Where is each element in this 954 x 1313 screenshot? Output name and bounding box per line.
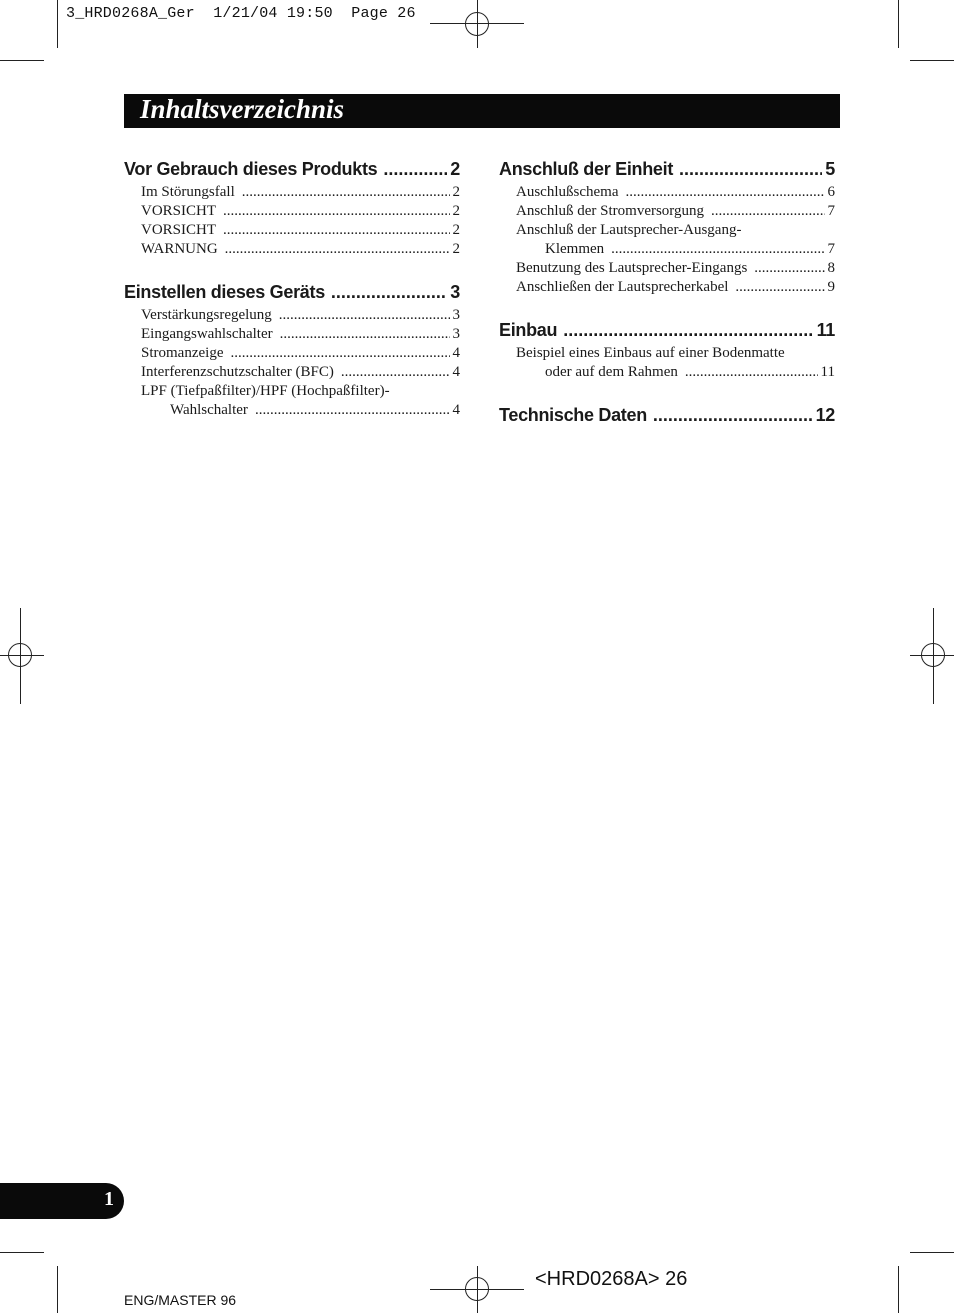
crop-mark [0,1252,44,1253]
toc-section [124,281,460,420]
page-number: 1 [104,1188,114,1210]
toc-section-heading[interactable]: Vor Gebrauch dieses Produkts ..... 2 [124,158,460,180]
toc-right-column [499,158,835,448]
crop-mark [910,60,954,61]
toc-entry[interactable]: Anschluß der Stromversorgung ..... 7 [499,202,835,221]
crop-mark [898,1266,899,1313]
toc-entry[interactable]: Verstärkungsregelung ..... 3 [124,306,460,325]
crop-mark [57,0,58,48]
crop-mark [898,0,899,48]
footer-master-label: ENG/MASTER 96 [124,1292,237,1308]
toc-section [124,158,460,259]
toc-section [499,319,835,382]
registration-circle-icon [465,1277,489,1301]
toc-entry-wrapped[interactable]: LPF (Tiefpaßfilter)/HPF (Hochpaßfilter)- Wahlschalter ..... 4 [124,382,460,420]
printer-slug: 3_HRD0268A_Ger 1/21/04 19:50 Page 26 [66,5,416,22]
crop-mark [0,60,44,61]
toc-entry-wrapped[interactable]: Beispiel eines Einbaus auf einer Bodenmatte oder auf dem Rahmen ..... 11 [499,344,835,382]
toc-section [499,158,835,297]
document-code: <HRD0268A> 26 [535,1268,688,1290]
toc-entry[interactable]: Eingangswahlschalter ..... 3 [124,325,460,344]
toc-entry[interactable]: Anschließen der Lautsprecherkabel ..... 9 [499,278,835,297]
toc-section [499,404,835,426]
toc-entry[interactable]: VORSICHT ..... 2 [124,202,460,221]
toc-entry[interactable]: Auschlußschema ..... 6 [499,183,835,202]
toc-entry-wrapped[interactable]: Anschluß der Lautsprecher-Ausgang- Klemmen ..... 7 [499,221,835,259]
crop-mark [57,1266,58,1313]
toc-entry[interactable]: Im Störungsfall ..... 2 [124,183,460,202]
toc-section-heading[interactable]: Einstellen dieses Geräts ..... 3 [124,281,460,303]
toc-entry[interactable]: Interferenzschutzschalter (BFC) ..... 4 [124,363,460,382]
toc-entry[interactable]: VORSICHT ..... 2 [124,221,460,240]
toc-entry[interactable]: Stromanzeige ..... 4 [124,344,460,363]
toc-left-column [124,158,460,442]
toc-entry[interactable]: WARNUNG ..... 2 [124,240,460,259]
crop-mark [910,1252,954,1253]
registration-circle-icon [921,643,945,667]
page-number-tab [0,1183,124,1219]
toc-section-heading[interactable]: Technische Daten ..... 12 [499,404,835,426]
toc-entry[interactable]: Benutzung des Lautsprecher-Eingangs ..... 8 [499,259,835,278]
registration-circle-icon [465,12,489,36]
registration-circle-icon [8,643,32,667]
toc-section-heading[interactable]: Einbau ..... 11 [499,319,835,341]
page-title: Inhaltsverzeichnis [140,94,345,124]
title-bar [124,94,840,128]
toc-section-heading[interactable]: Anschluß der Einheit ..... 5 [499,158,835,180]
